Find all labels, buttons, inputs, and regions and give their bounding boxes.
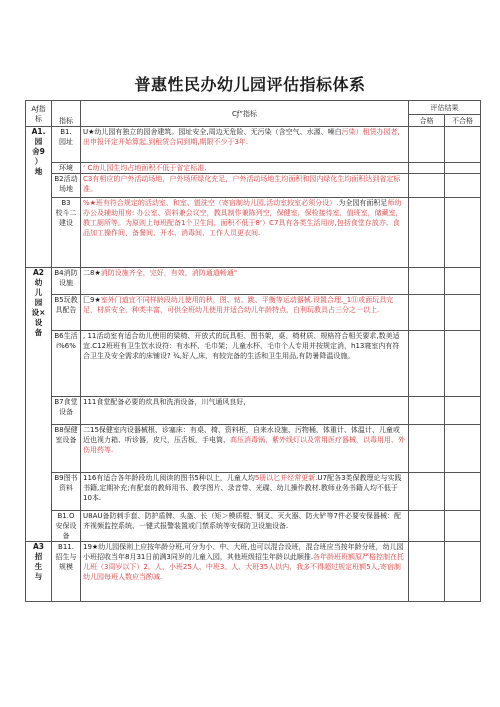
pass-cell[interactable] [409, 511, 445, 542]
pass-cell[interactable] [409, 397, 445, 425]
c-indicator-text: 租赁办园者,出申报评定开始算起,到租赁合同到期,期限不少于3年. [83, 128, 400, 146]
b-indicator-line: 资料 [59, 484, 73, 492]
pass-cell[interactable] [409, 198, 445, 268]
table-row [26, 268, 481, 295]
a-indicator-line: 设× [31, 308, 46, 317]
b-indicator-line: B8保健 [54, 426, 78, 434]
fail-cell[interactable] [445, 511, 481, 542]
c-indicator-text: 我多不得超过规定班额5人,寄宿制幼儿园每班人数应当酌减. [83, 563, 401, 581]
b-indicator-cell [52, 163, 81, 174]
a-indicator-line: 备 [34, 328, 43, 337]
c-indicator-text: 高压消毒锅、紫外线灯以及 [230, 436, 314, 444]
c-indicator-cell [81, 397, 409, 425]
fail-cell[interactable] [445, 331, 481, 397]
b-indicator-cell [52, 425, 81, 473]
c-indicator-text: 常用医疗器械，以毒用用、外伤用药等. [83, 436, 405, 454]
c-indicator-text: 保检接待室，值班室，储藏室，教工厕所等。 [83, 209, 403, 227]
a-indicator-line: 招 [34, 552, 43, 561]
a-indicator-cell [26, 542, 52, 602]
c-indicator-text: 幼办公及辅助用房: 办公室、资料兼会议空，教具制作兼陈列空，保健室， [83, 199, 402, 217]
header-fail: 不合格 [445, 115, 481, 127]
fail-cell[interactable] [445, 397, 481, 425]
c-indicator-text: 111食堂配备必要的炊具和洗消设备，川气通风良好， [83, 398, 251, 406]
b-indicator-cell [52, 198, 81, 268]
c-indicator-text: 要求,数美适宜. [83, 332, 400, 350]
c-indicator-cell [81, 511, 409, 542]
c-indicator-cell [81, 331, 409, 397]
a-indicator-line: 地 [34, 167, 43, 176]
c-indicator-text: 室外门道宜不同样龄段幼儿使用的秋，图、钻、跳、平衡等运动器械.设置合理. [100, 296, 344, 304]
header-b-indicator: 指标 [52, 101, 81, 127]
c-indicator-text: 达到省定标准。 [83, 175, 401, 193]
table-row [26, 542, 481, 602]
c-indicator-text: U7配各3类保教理论与实践书籍,定期补充;有配套的教师用书、教学图片、录音带、光碟、幼 [83, 474, 402, 492]
fail-cell[interactable] [445, 198, 481, 268]
c-indicator-text: 员更衣间. [230, 229, 261, 237]
b-indicator-line: B6生活 [54, 332, 78, 340]
b-indicator-line: 设施 [59, 279, 73, 287]
fail-cell[interactable] [445, 127, 481, 163]
fail-cell[interactable] [445, 268, 481, 295]
table-row [26, 295, 481, 331]
c-indicator-text: 温计、儿童或近也视力箱、听诊器，皮尺，压舌板，手电筒、 [83, 426, 400, 444]
pass-cell[interactable] [409, 163, 445, 174]
fail-cell[interactable] [445, 542, 481, 602]
c-indicator-text: 龄班班额原严格控制在托儿班（3周岁以下）2。人、小班25人、中班3。人、大班35人以内， [83, 553, 405, 571]
b-indicator-line: 安保设 [55, 522, 77, 530]
c-indicator-cell [81, 268, 409, 295]
a-indicator-cell [26, 268, 52, 542]
c-indicator-text: 教具占三分之一以上. [314, 306, 380, 314]
fail-cell[interactable] [445, 425, 481, 473]
pass-cell[interactable] [409, 295, 445, 331]
c-indicator-text: 匚9★ [83, 296, 101, 304]
a-indicator-line: 生 [34, 562, 43, 571]
table-row [26, 511, 481, 542]
c-indicator-text: 116有适合各年龄段幼儿阅读的图书5种以上，儿童人均 [83, 474, 255, 482]
b-indicator-line: B9图书 [54, 474, 78, 482]
header-a-line: 标 [35, 114, 42, 123]
c-indicator-cell [81, 473, 409, 511]
a-indicator-line: ） [34, 157, 43, 166]
c-indicator-cell [81, 425, 409, 473]
table-row [26, 174, 481, 198]
pass-cell[interactable] [409, 542, 445, 602]
c-indicator-cell [81, 174, 409, 198]
a-indicator-line: 园 [34, 137, 43, 146]
c-indicator-cell [81, 127, 409, 163]
b-indicator-line: B4消防 [54, 269, 78, 277]
b-indicator-line: 设备 [59, 408, 73, 416]
b-indicator-cell [52, 473, 81, 511]
b-indicator-line: 备 [62, 532, 70, 540]
fail-cell[interactable] [445, 295, 481, 331]
a-indicator-line: 幼 [34, 278, 43, 287]
b-indicator-cell [52, 542, 81, 602]
b-indicator-cell [52, 331, 81, 397]
a-indicator-line: 设 [34, 318, 43, 327]
c-indicator-text: 降温设施。 [319, 352, 355, 360]
table-row [26, 331, 481, 397]
b-indicator-line: 招生与 [55, 553, 77, 561]
c-indicator-text: 为全园有面积足 [338, 199, 388, 207]
c-indicator-text: 师 [387, 199, 395, 207]
c-indicator-cell [81, 198, 409, 268]
table-row [26, 397, 481, 425]
b-indicator-line: i%6% [56, 342, 76, 350]
c-indicator-text: C3有相应的户外活动场地，户外场所绿化充足，户外活动场地生均面积和园内绿化生均面积 [83, 175, 366, 183]
a-indicator-line: A3 [32, 542, 45, 551]
c-indicator-text: 各年 [313, 553, 328, 561]
header-c-indicator: Cƒ”指标 [81, 101, 409, 127]
c-indicator-text: 二15保健室内设器械根、诊塞床：有桌、椅、资料柜，自来水设施、污物桶，体重计、体 [83, 426, 358, 434]
b-indicator-line: 园址 [59, 138, 73, 146]
a-indicator-line: A2 [32, 268, 45, 277]
header-a-line: Aƒ指 [31, 104, 46, 113]
pass-cell[interactable] [409, 268, 445, 295]
a-indicator-line: A1. [31, 127, 46, 136]
c-indicator-text: 污染） [341, 128, 363, 136]
header-result: 评估结果 [409, 101, 481, 115]
b-indicator-line: 场地 [59, 185, 73, 193]
pass-cell[interactable] [409, 425, 445, 473]
a-indicator-cell [26, 127, 52, 268]
b-indicator-line: 环境 [59, 164, 73, 172]
c-indicator-text: 13寝室内有符合卫生及安全需求的床铺设? ¾,好人,床，有较完备的生活和卫生用品,有防暑 [83, 342, 400, 360]
b-indicator-cell [52, 127, 81, 163]
pass-cell[interactable] [409, 473, 445, 511]
c-indicator-text: C7具有各类生活用房,包括食堂存放亦、食品加工操作间、备餐间、开水、消毒间、工作人 [83, 219, 400, 237]
c-indicator-text: 消防设施齐全，完好，有效，消防通道畅通“ [100, 269, 238, 277]
c-indicator-text: %★班有符合规定的活动室、和室、盥洗空（寄宿制幼儿园,活动室较室必须分设）. [83, 199, 339, 207]
table-row [26, 127, 481, 163]
fail-cell[interactable] [445, 174, 481, 198]
c-indicator-text: 儿操作教材.教师业务书籍人均不低于10本. [83, 484, 398, 502]
c-indicator-text: 5册以匕并经常更新. [254, 474, 318, 482]
c-indicator-text: 二8★ [83, 269, 101, 277]
b-indicator-line: B5玩教 [54, 296, 78, 304]
b-indicator-cell [52, 268, 81, 295]
c-indicator-text: , 11活动室有适合幼儿使用的梁椅、开放式的玩具柜、图书架，桌、椅材质、规格符合相关 [83, 332, 363, 340]
b-indicator-cell [52, 397, 81, 425]
b-indicator-cell [52, 295, 81, 331]
c-indicator-cell [81, 295, 409, 331]
b-indicator-line: B3 [61, 199, 71, 207]
a-indicator-line: 儿 [34, 288, 43, 297]
a-indicator-line: 舍9 [32, 147, 45, 156]
b-indicator-line: B7食堂 [54, 398, 78, 406]
c-indicator-cell [81, 163, 409, 174]
b-indicator-cell [52, 511, 81, 542]
c-indicator-text: _1⑪或面玩具完足，材质安全，种类丰富，可供全班幼儿使用并适合幼儿年龄特点，白利玩 [83, 296, 394, 314]
b-indicator-line: B1.O [57, 512, 75, 520]
b-indicator-cell [52, 174, 81, 198]
c-indicator-cell [81, 542, 409, 602]
b-indicator-line: 规模 [59, 563, 73, 571]
c-indicator-text: ‘ C幼儿园生均占地面积不低于省定标准. [83, 164, 207, 172]
header-pass: 合格 [409, 115, 445, 127]
b-indicator-line: B1. [60, 128, 72, 136]
pass-cell[interactable] [409, 331, 445, 397]
b-indicator-line: 室设备 [55, 436, 77, 444]
criteria-table [25, 100, 481, 602]
header-a-indicator [26, 101, 52, 127]
b-indicator-line: B2活动 [54, 175, 78, 183]
pass-cell[interactable] [409, 174, 445, 198]
table-row [26, 163, 481, 174]
c-indicator-text: 19★幼儿园保则上应按年龄分班,可分为小、中、大班,也可以混合设班，混合班应当按年龄分 [83, 543, 369, 551]
b-indicator-line: 建设 [59, 219, 73, 227]
b-indicator-line: 校斗二 [55, 209, 77, 217]
c-indicator-text: 保器械：配齐视频监控系统、一键式报警装置或门禁系统等安保防卫设施设备. [83, 512, 401, 530]
b-indicator-line: B11. [58, 543, 74, 551]
table-row [26, 473, 481, 511]
a-indicator-line: 园 [34, 298, 43, 307]
fail-cell[interactable] [445, 163, 481, 174]
table-row [26, 198, 481, 268]
c-indicator-text: C12班班有卫生饮水设符：有水杯、毛巾架；儿童水杯、毛巾个人专用并按规定消，h [92, 342, 356, 350]
a-indicator-line: 与 [34, 572, 43, 581]
document-title: 普惠性民办幼儿园评估指标体系 [134, 75, 366, 94]
pass-cell[interactable] [409, 127, 445, 163]
c-indicator-text: 班，幼儿园小班招收当年8月31日前满3同岁的儿童入园，其他班级招生年龄以此顺推. [83, 543, 404, 561]
table-row [26, 425, 481, 473]
c-indicator-text: U★幼儿园有独立的园舍建筑。园址安全,周边无危险、无污染（含空气、水源、噪白 [83, 128, 342, 136]
fail-cell[interactable] [445, 473, 481, 511]
b-indicator-line: 具配告 [55, 306, 77, 314]
c-indicator-text: U8AU备防刺手套、防护盾牌、头盔、长（矩＞模质棍、钢叉、灭火器、防火铲等7件必要安 [83, 512, 366, 520]
c-indicator-text: 为原则上每班配备1个卫生间，面积不低于8‘） [125, 219, 270, 227]
